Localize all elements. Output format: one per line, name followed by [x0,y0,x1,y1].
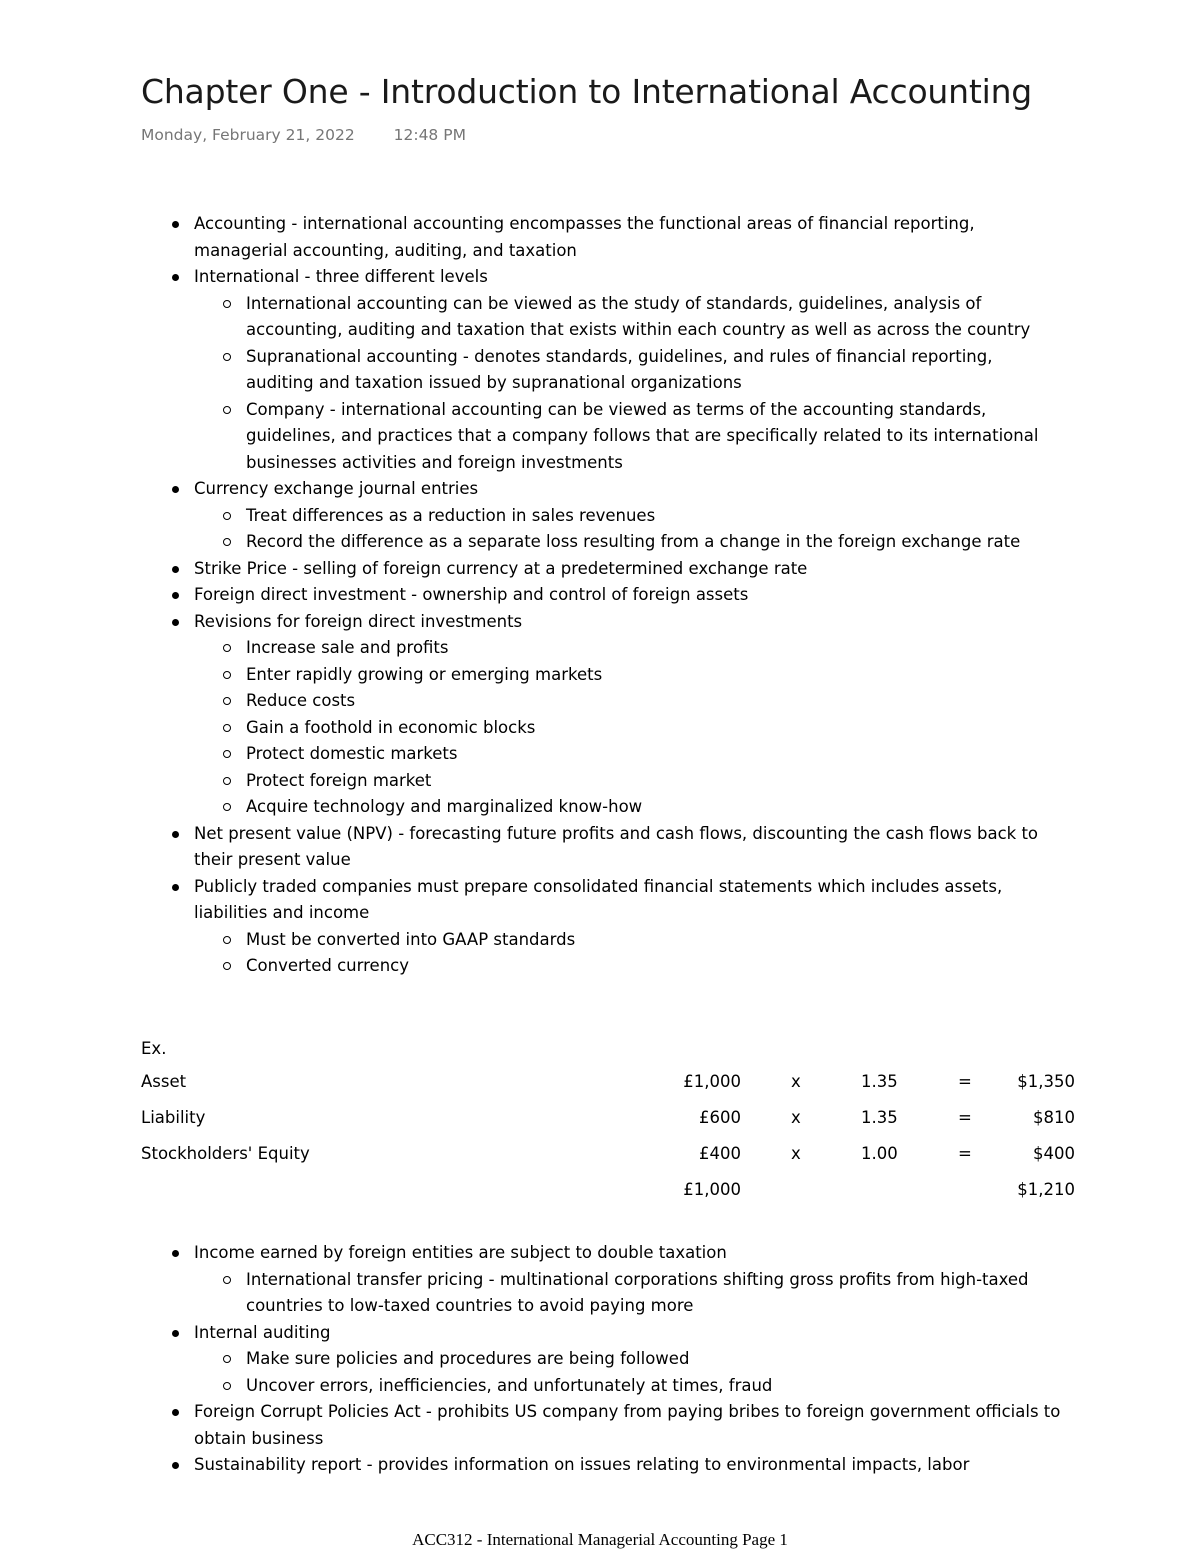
list-item [141,556,1061,583]
table-row [141,1140,1081,1176]
circle-bullet-icon [223,697,231,705]
list-item-text: Accounting - international accounting encompasses the functional areas of financial reporting, managerial accounting, auditing, and taxation [194,214,975,260]
circle-bullet-icon [223,724,231,732]
list-item [141,821,1061,874]
sub-list-item [141,291,1061,344]
circle-bullet-icon [223,512,231,520]
gbp-amount: £1,000 [683,1072,741,1091]
sub-list-item-text: Make sure policies and procedures are being followed [246,1349,690,1368]
list-item [141,609,1061,821]
sub-list-item [141,741,1061,768]
bullet-icon [172,619,179,626]
sub-bullet-list [194,635,1061,821]
list-item-text: Sustainability report - provides information on issues relating to environmental impacts, labor [194,1455,970,1474]
table-row [141,1104,1081,1140]
sub-list-item [141,397,1061,477]
sub-list-item [141,503,1061,530]
bullet-icon [172,566,179,573]
bullet-list [141,1240,1061,1479]
example-label: Ex. [141,1039,167,1058]
list-item [141,476,1061,556]
list-item [141,1320,1061,1400]
sub-bullet-list [194,291,1061,477]
list-item [141,1399,1061,1452]
sub-list-item-text: Treat differences as a reduction in sales revenues [246,505,656,525]
circle-bullet-icon [223,962,231,970]
bullet-icon [172,1250,179,1257]
exchange-rate: 1.35 [861,1072,898,1091]
circle-bullet-icon [223,1355,231,1363]
bullet-icon [172,221,179,228]
sub-list-item [141,688,1061,715]
list-item [141,264,1061,476]
row-label: Asset [141,1072,187,1091]
equals-sign: = [958,1108,972,1127]
circle-bullet-icon [223,936,231,944]
circle-bullet-icon [223,300,231,308]
gbp-amount: £600 [699,1108,741,1127]
list-item-text: Internal auditing [194,1322,331,1342]
row-label: Liability [141,1108,206,1127]
list-item [141,211,1061,264]
bullet-icon [172,1409,179,1416]
circle-bullet-icon [223,671,231,679]
sub-list-item-text: Supranational accounting - denotes standards, guidelines, and rules of financial reporting, auditing and taxation issued by supranational organizations [246,346,993,392]
list-item [141,1240,1061,1320]
exchange-rate: 1.00 [861,1144,898,1163]
list-item-text: Income earned by foreign entities are subject to double taxation [194,1243,727,1262]
sub-list-item-text: Gain a foothold in economic blocks [246,717,536,737]
gbp-total: £1,000 [683,1180,741,1199]
sub-list-item [141,794,1061,821]
bullet-icon [172,592,179,599]
table-total-row [141,1176,1081,1212]
conversion-table [141,1068,1081,1212]
sub-list-item [141,768,1061,795]
circle-bullet-icon [223,353,231,361]
sub-list-item-text: International transfer pricing - multinational corporations shifting gross profits from high-taxed countries to low-taxed countries to avoid paying more [246,1269,1029,1315]
circle-bullet-icon [223,1382,231,1390]
bullet-icon [172,884,179,891]
bullet-list [141,211,1061,980]
circle-bullet-icon [223,803,231,811]
list-item-text: Foreign Corrupt Policies Act - prohibits US company from paying bribes to foreign government officials to obtain business [194,1402,1061,1448]
table-row [141,1068,1081,1104]
equals-sign: = [958,1144,972,1163]
row-label: Stockholders' Equity [141,1144,310,1163]
sub-list-item [141,953,1061,980]
multiply-sign: x [791,1144,801,1163]
list-item [141,874,1061,980]
circle-bullet-icon [223,777,231,785]
usd-total: $1,210 [1017,1180,1075,1199]
usd-amount: $810 [1033,1108,1075,1127]
list-item-text: Strike Price - selling of foreign currency at a predetermined exchange rate [194,558,808,578]
multiply-sign: x [791,1108,801,1127]
list-item-text: Publicly traded companies must prepare consolidated financial statements which includes assets, liabilities and income [194,876,1003,922]
equals-sign: = [958,1072,972,1091]
list-item-text: Revisions for foreign direct investments [194,611,523,631]
sub-list-item [141,344,1061,397]
usd-amount: $1,350 [1017,1072,1075,1091]
note-timestamp [141,126,466,144]
circle-bullet-icon [223,406,231,414]
sub-bullet-list [194,1267,1061,1320]
list-item [141,582,1061,609]
circle-bullet-icon [223,750,231,758]
sub-list-item [141,1346,1061,1373]
sub-list-item-text: Uncover errors, inefficiencies, and unfortunately at times, fraud [246,1375,773,1395]
notes-list-top [141,211,1061,980]
list-item-text: International - three different levels [194,267,488,286]
circle-bullet-icon [223,644,231,652]
multiply-sign: x [791,1072,801,1091]
list-item-text: Net present value (NPV) - forecasting future profits and cash flows, discounting the cash flows back to their present value [194,823,1039,869]
list-item-text: Foreign direct investment - ownership and control of foreign assets [194,585,749,604]
sub-list-item-text: Reduce costs [246,691,356,710]
exchange-rate: 1.35 [861,1108,898,1127]
list-item [141,1452,1061,1479]
bullet-icon [172,486,179,493]
sub-list-item [141,1373,1061,1400]
sub-list-item [141,927,1061,954]
sub-bullet-list [194,1346,1061,1399]
usd-amount: $400 [1033,1144,1075,1163]
gbp-amount: £400 [699,1144,741,1163]
sub-list-item-text: Protect domestic markets [246,744,458,763]
page-footer: ACC312 - International Managerial Accounting Page 1 [412,1530,788,1549]
note-date: Monday, February 21, 2022 [141,126,355,144]
bullet-icon [172,274,179,281]
circle-bullet-icon [223,538,231,546]
sub-list-item-text: Increase sale and profits [246,638,449,657]
bullet-icon [172,831,179,838]
sub-list-item [141,1267,1061,1320]
sub-bullet-list [194,927,1061,980]
list-item-text: Currency exchange journal entries [194,479,479,498]
sub-bullet-list [194,503,1061,556]
sub-list-item-text: Acquire technology and marginalized know-how [246,797,643,816]
sub-list-item [141,662,1061,689]
sub-list-item-text: Protect foreign market [246,770,432,790]
page-title: Chapter One - Introduction to International Accounting [141,72,1033,111]
notes-list-bottom [141,1240,1061,1479]
sub-list-item [141,529,1061,556]
sub-list-item [141,635,1061,662]
circle-bullet-icon [223,1276,231,1284]
sub-list-item-text: International accounting can be viewed as the study of standards, guidelines, analysis of accounting, auditing and taxation that exists within each country as well as across the country [246,293,1031,339]
sub-list-item-text: Must be converted into GAAP standards [246,929,576,949]
bullet-icon [172,1330,179,1337]
note-time: 12:48 PM [393,126,466,144]
sub-list-item-text: Converted currency [246,956,410,975]
sub-list-item-text: Record the difference as a separate loss resulting from a change in the foreign exchange rate [246,532,1021,551]
sub-list-item-text: Company - international accounting can be viewed as terms of the accounting standards, guidelines, and practices that a company follows that are specifically related to its international businesses activities and foreign investments [246,399,1039,472]
sub-list-item [141,715,1061,742]
sub-list-item-text: Enter rapidly growing or emerging markets [246,664,603,684]
bullet-icon [172,1462,179,1469]
